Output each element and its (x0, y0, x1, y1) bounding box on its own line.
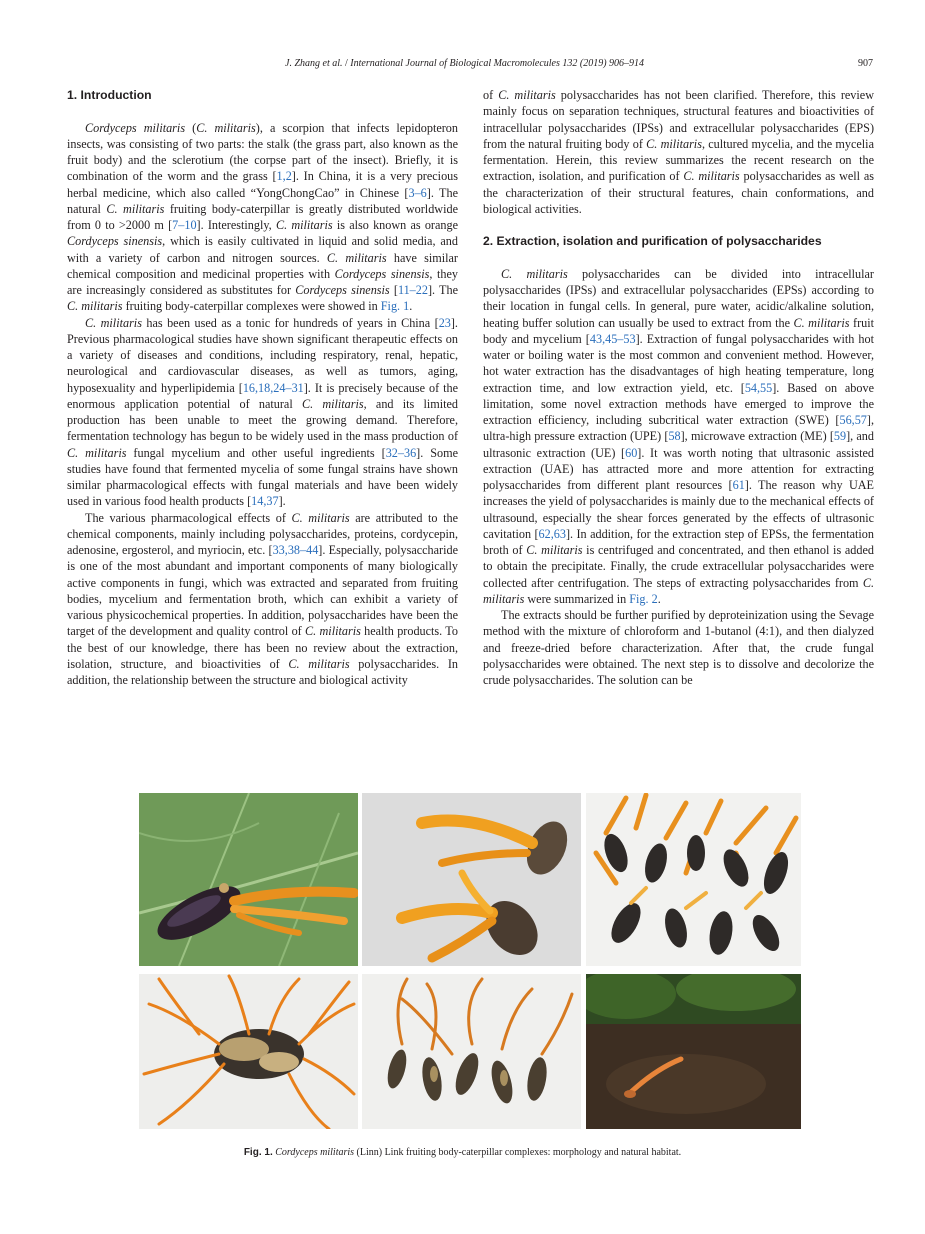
photo-tangled-stromata (139, 974, 358, 1129)
citation-link[interactable]: 11–22 (397, 283, 428, 297)
citation-link[interactable]: 1,2 (276, 169, 292, 184)
section-heading-introduction: 1. Introduction (67, 88, 152, 102)
section-heading-extraction: 2. Extraction, isolation and purification of polysaccharides (483, 234, 822, 249)
caption-text: (Linn) Link fruiting body-caterpillar complexes: morphology and natural habitat. (354, 1147, 682, 1158)
photo-single-fruiting-body (362, 793, 581, 966)
paragraph: Cordyceps militaris (C. militaris), a scorpion that infects lepidopteron insects, was consisting of two parts: the stalk (the grass part, also known as the fruit body) and the sclerotium (the corpse part of the insect). Briefly, it is combination of the worm and the grass [1,2]. In China, it is a very precious herbal medicine, which also called “YongChongCao” in Chinese [3–6]. The natural C. militaris fruiting body-caterpillar is greatly distributed worldwide from 0 to >2000 m [7–10]. Interestingly, C. militaris is also known as orange Cordyceps sinensis, which is easily cultivated in liquid and solid media, and with a variety of carbon and nitrogen sources. C. militaris have similar chemical composition and medicinal properties with Cordyceps sinensis, they are increasingly considered as substitutes for Cordyceps sinensis [11–22]. The C. militaris fruiting body-caterpillar complexes were showed in Fig. 1. (67, 120, 459, 314)
header-separator: / (342, 58, 351, 69)
page-number: 907 (858, 58, 873, 69)
journal-citation (285, 58, 644, 69)
citation-link[interactable]: 33,38–44 (272, 543, 319, 557)
citation-link[interactable]: 7–10 (172, 218, 197, 232)
citation-link[interactable]: 3–6 (408, 185, 427, 200)
citation-link[interactable]: 23 (438, 315, 451, 330)
citation-link[interactable]: 32–36 (385, 445, 417, 460)
citation-link[interactable]: 43,45–53 (589, 331, 636, 346)
header-journal: International Journal of Biological Macromolecules 132 (2019) 906–914 (350, 58, 645, 69)
photo-mossy-habitat (586, 974, 801, 1129)
paragraph: The extracts should be further purified by deproteinization using the Sevage method with the mixture of chloroform and 1-butanol (4:1), and then dialyzed and freeze-dried before characterization. After that, the crude fungal polysaccharides were obtained. The next step is to dissolve and decolorize the crude polysaccharides. The solution can be (483, 608, 874, 687)
citation-link[interactable]: 16,18,24–31 (242, 380, 304, 395)
paragraph: C. militaris polysaccharides can be divided into intracellular polysaccharides (IPSs) and extracellular polysaccharides (EPSs) according to their location in fungal cells. In general, pure water, acidic/alkaline solution, heating buffer solution can usually be used to extract from the C. militaris fruit body and mycelium [43,45–53]. Extraction of fungal polysaccharides with hot water or boiling water is the most common and convenient method. However, hot water extraction has the disadvantages of high heating temperature, long extraction time, and low extraction yield, etc. [54,55]. Based on above limitation, some novel extraction methods have emerged to improve the extraction efficiency, including subcritical water extraction (SWE) [56,57], ultra-high pressure extraction (UPE) [58], microwave extraction (ME) [59], and ultrasonic extraction (UE) [60]. It was worth noting that ultrasonic assisted extraction (UAE) has attracted more and more attention for extracting polysaccharides from different plant resources [61]. The reason why UAE increases the yield of polysaccharides is mainly due to the mechanical effects of ultrasound, especially the shear forces generated by the effects of ultrasonic cavitation [62,63]. In addition, for the extraction step of EPSs, the fermentation broth of C. militaris is centrifuged and concentrated, and then ethanol is added to obtain the precipitate. Finally, the crude extracellular polysaccharides were collected after centrifugation. The steps of extracting polysaccharides from C. militaris were summarized in Fig. 2. (483, 266, 874, 606)
citation-link[interactable]: 58 (668, 429, 681, 444)
figure-link[interactable]: Fig. 1 (380, 299, 410, 314)
running-head (0, 58, 925, 72)
paragraph: C. militaris has been used as a tonic for hundreds of years in China [23]. Previous pharmacological studies have shown significant therapeutic effects on a variety of diseases and conditions, including respiratory, renal, hepatic, neurological and cardiovascular diseases, as well as tumors, aging, hyposexuality and hyperlipidemia [16,18,24–31]. It is precisely because of the enormous application potential of natural C. militaris, and its limited production has been unable to meet the growing demand. Therefore, fermentation technology has begun to be widely used in the mass production of C. militaris fungal mycelium and other useful ingredients [32–36]. Some studies have found that fermented mycelia of some fungal strains have shown similar pharmacological effects with fungal materials and have been widely used in various food health products [14,37]. (67, 315, 459, 509)
header-authors: J. Zhang et al. (285, 58, 343, 69)
figure-link[interactable]: Fig. 2 (629, 591, 658, 606)
figure-1 (139, 793, 801, 1129)
citation-link[interactable]: 54,55 (744, 380, 773, 395)
paragraph: The various pharmacological effects of C. militaris are attributed to the chemical components, mainly including polysaccharides, proteins, cordycepin, adenosine, ergosterol, and myriocin, etc. [33,38–44]. Especially, polysaccharide is one of the most abundant and important components of many biologically active components in fungi, which was extracted and separated from fruiting bodies, mycelium and fermentation broth, which can exhibit a variety of various physicochemical properties. In addition, polysaccharides have been the target of the development and quality control of C. militaris health products. To the best of our knowledge, there has been no review about the extraction, isolation, structure, and bioactivities of C. militaris polysaccharides. In addition, the relationship between the structure and biological activity (67, 510, 459, 687)
citation-link[interactable]: 14,37 (251, 494, 279, 509)
left-column (67, 87, 458, 688)
paragraph: of C. militaris polysaccharides has not been clarified. Therefore, this review mainly focus on separation techniques, structural features and bioactivities of intracellular polysaccharides (IPSs) and extracellular polysaccharides (EPS) from the natural fruiting body of C. militaris, cultured mycelia, and the mycelia fermentation. Herein, this review summarizes the recent research on the extraction, isolation, and purification of C. militaris polysaccharides as well as the characterization of their structural features, chain conformations, and biological activities. (483, 88, 874, 216)
photo-fruiting-body-cluster (586, 793, 801, 966)
photo-dried-caterpillar-group (362, 974, 581, 1129)
citation-link[interactable]: 62,63 (538, 526, 566, 541)
citation-link[interactable]: 61 (732, 478, 745, 492)
figure-caption (0, 1147, 925, 1158)
caption-species: Cordyceps militaris (275, 1147, 355, 1158)
citation-link[interactable]: 56,57 (839, 413, 867, 427)
citation-link[interactable]: 59 (833, 429, 847, 444)
photo-caterpillar-on-leaf (139, 793, 358, 966)
citation-link[interactable]: 60 (625, 445, 638, 460)
right-column (483, 87, 874, 688)
figure-label: Fig. 1. (243, 1147, 273, 1158)
